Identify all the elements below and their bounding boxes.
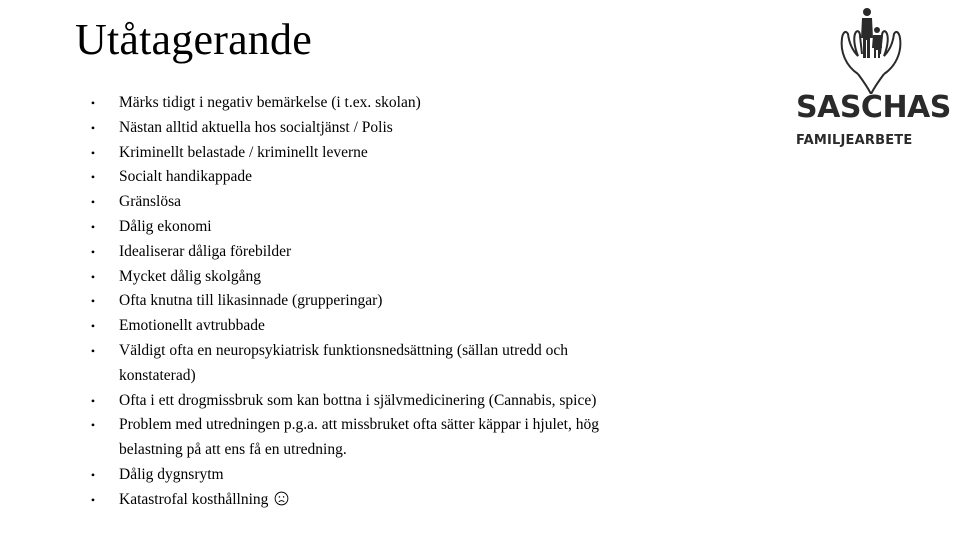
- bullet-text: Nästan alltid aktuella hos socialtjänst / Polis: [119, 118, 393, 136]
- bullet-text: Kriminellt belastade / kriminellt leverne: [119, 143, 368, 161]
- frown-icon: [274, 491, 289, 506]
- bullet-text: Dålig dygnsrytm: [119, 465, 224, 483]
- bullet-glyph: •: [90, 219, 96, 234]
- bullet-item: [86, 314, 606, 339]
- bullet-text: Mycket dålig skolgång: [119, 267, 262, 285]
- bullet-glyph: •: [90, 343, 96, 358]
- bullet-glyph: •: [90, 319, 96, 334]
- bullet-glyph: •: [90, 492, 96, 507]
- bullet-glyph: •: [90, 393, 96, 408]
- bullet-item: [86, 463, 606, 488]
- logo: [790, 4, 950, 154]
- bullet-text: Emotionellt avtrubbade: [119, 317, 265, 335]
- bullet-text: Ofta knutna till likasinnade (grupperingar): [119, 292, 383, 310]
- bullet-glyph: •: [90, 120, 96, 135]
- bullet-text: Väldigt ofta en neuropsykiatrisk funktionsnedsättning (sällan utredd och konstaterad): [119, 341, 568, 384]
- bullet-glyph: •: [90, 294, 96, 309]
- bullet-glyph: •: [90, 418, 96, 433]
- bullet-text: Gränslösa: [119, 193, 181, 211]
- bullet-item: [86, 190, 606, 215]
- bullet-item: [86, 141, 606, 166]
- bullet-item: [86, 265, 606, 290]
- bullet-item: [86, 116, 606, 141]
- bullet-glyph: •: [90, 467, 96, 482]
- bullet-text: Idealiserar dåliga förebilder: [119, 242, 292, 260]
- bullet-glyph: •: [90, 96, 96, 110]
- bullet-item: [86, 413, 606, 463]
- hands-family-icon: [836, 4, 906, 94]
- bullet-glyph: •: [90, 145, 96, 160]
- bullet-text: Katastrofal kosthållning: [119, 490, 269, 508]
- bullet-list: [86, 91, 606, 513]
- bullet-item: [86, 215, 606, 240]
- bullet-text: Ofta i ett drogmissbruk som kan bottna i självmedicinering (Cannabis, spice): [119, 391, 597, 409]
- bullet-text: Socialt handikappade: [119, 168, 252, 186]
- logo-subtitle: FAMILJEARBETE: [796, 133, 913, 148]
- bullet-text: Märks tidigt i negativ bemärkelse (i t.ex. skolan): [119, 94, 421, 111]
- bullet-glyph: •: [90, 195, 96, 210]
- bullet-item: [86, 165, 606, 190]
- bullet-glyph: •: [90, 269, 96, 284]
- bullet-text: Dålig ekonomi: [119, 217, 212, 235]
- logo-name: SASCHAS: [796, 90, 951, 125]
- bullet-item: [86, 488, 606, 513]
- bullet-item: [86, 91, 606, 116]
- bullet-item: [86, 339, 606, 389]
- bullet-item: [86, 389, 606, 414]
- slide-title: Utåtagerande: [75, 15, 312, 64]
- bullet-glyph: •: [90, 244, 96, 259]
- bullet-item: [86, 240, 606, 265]
- bullet-glyph: •: [90, 170, 96, 185]
- bullet-item: [86, 289, 606, 314]
- bullet-text: Problem med utredningen p.g.a. att missbruket ofta sätter käppar i hjulet, hög belastning på att ens få en utredning.: [119, 416, 599, 459]
